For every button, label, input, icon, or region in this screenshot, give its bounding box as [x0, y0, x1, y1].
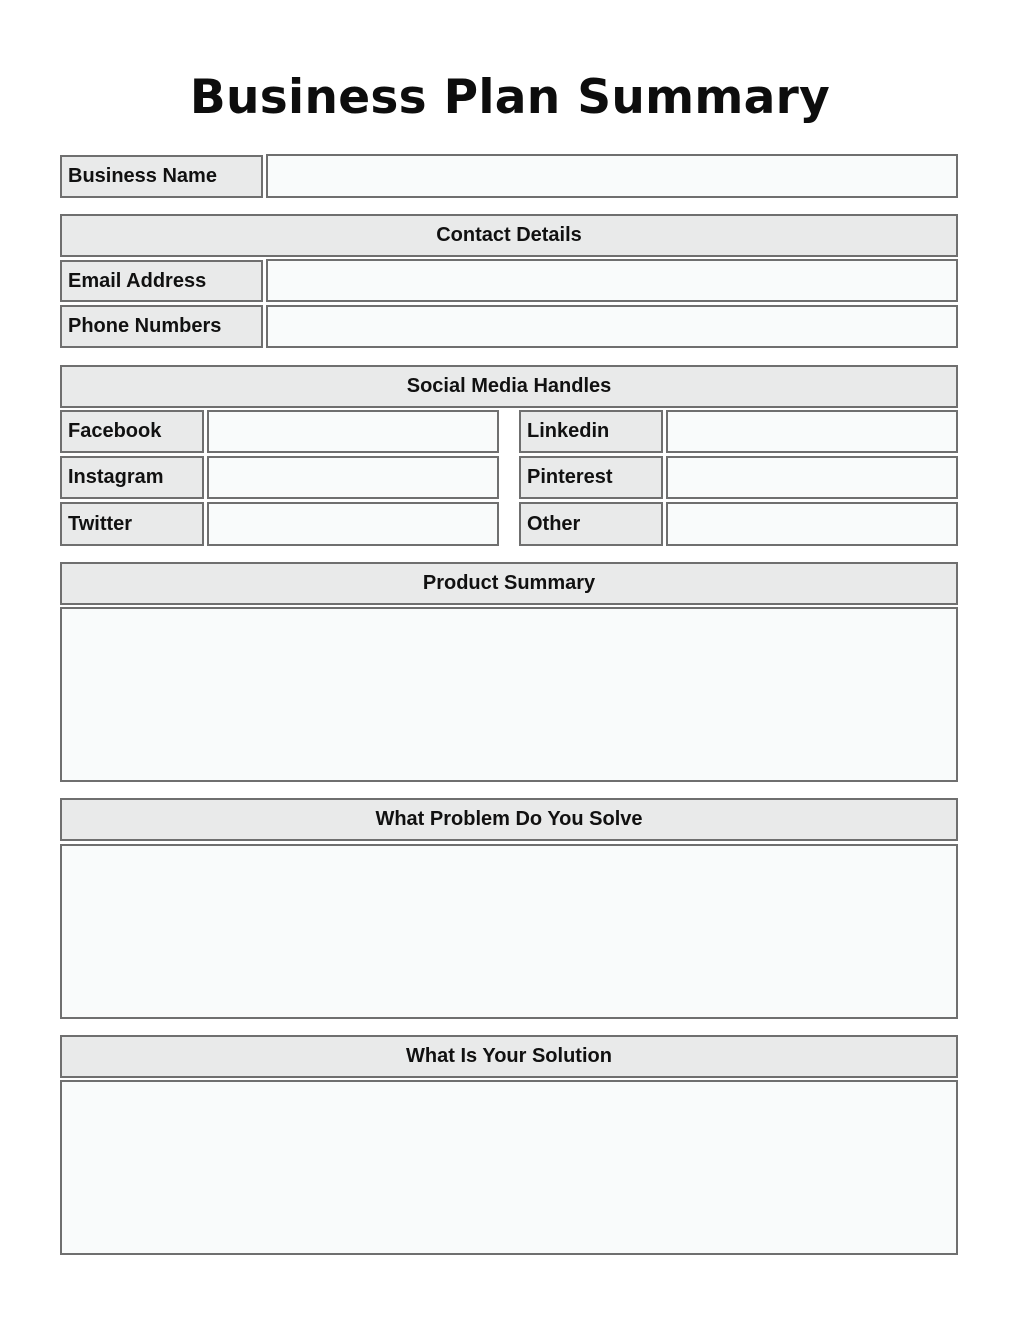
instagram-label: Instagram — [60, 456, 204, 499]
contact-details-header: Contact Details — [60, 214, 958, 257]
business-name-label: Business Name — [60, 155, 263, 198]
email-address-field[interactable] — [266, 259, 958, 302]
phone-numbers-label: Phone Numbers — [60, 305, 263, 348]
product-summary-header: Product Summary — [60, 562, 958, 605]
linkedin-field[interactable] — [666, 410, 958, 453]
product-summary-area[interactable] — [60, 607, 958, 782]
other-field[interactable] — [666, 502, 958, 546]
facebook-field[interactable] — [207, 410, 499, 453]
phone-numbers-field[interactable] — [266, 305, 958, 348]
other-label: Other — [519, 502, 663, 546]
page-title: Business Plan Summary — [189, 70, 831, 125]
pinterest-label: Pinterest — [519, 456, 663, 499]
twitter-field[interactable] — [207, 502, 499, 546]
twitter-label: Twitter — [60, 502, 204, 546]
solution-area[interactable] — [60, 1080, 958, 1255]
solution-header: What Is Your Solution — [60, 1035, 958, 1078]
instagram-field[interactable] — [207, 456, 499, 499]
linkedin-label: Linkedin — [519, 410, 663, 453]
pinterest-field[interactable] — [666, 456, 958, 499]
social-media-header: Social Media Handles — [60, 365, 958, 408]
problem-header: What Problem Do You Solve — [60, 798, 958, 841]
business-name-field[interactable] — [266, 154, 958, 198]
facebook-label: Facebook — [60, 410, 204, 453]
email-address-label: Email Address — [60, 260, 263, 302]
problem-area[interactable] — [60, 844, 958, 1019]
